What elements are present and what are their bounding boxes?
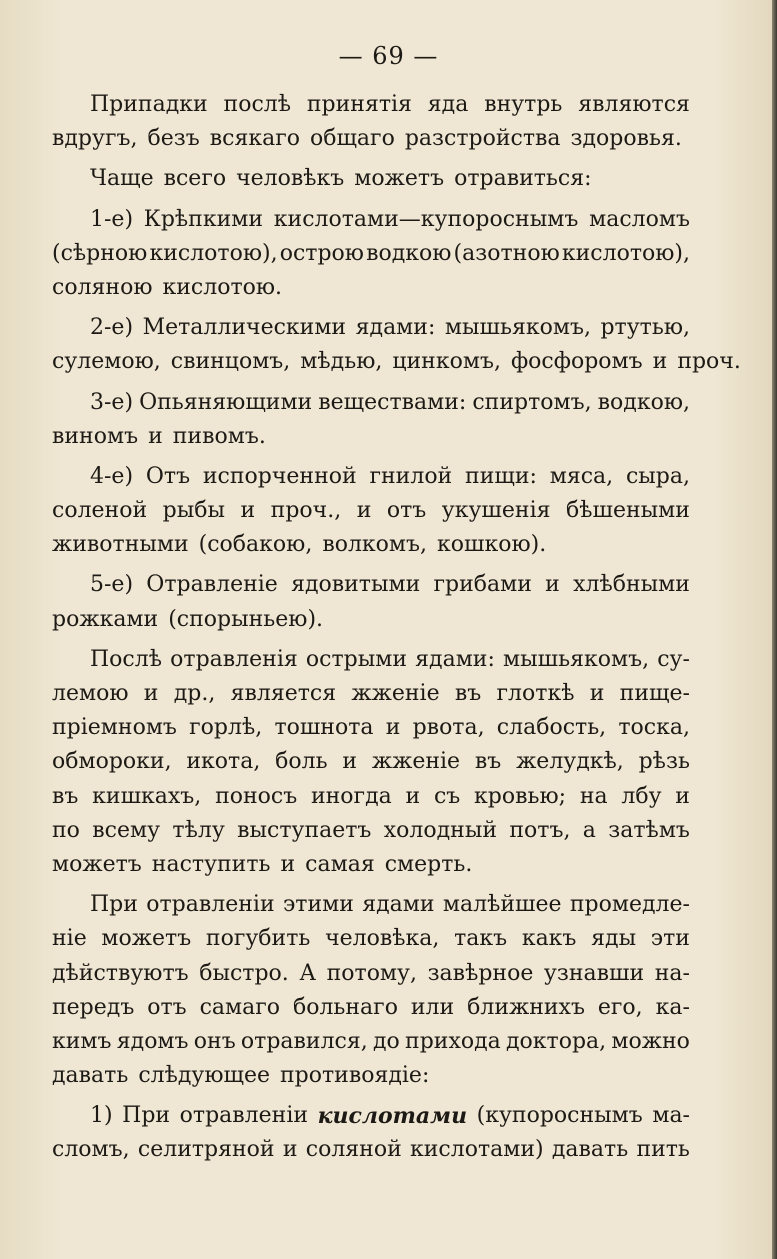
text-line: [52, 888, 690, 922]
word: принятія: [306, 92, 412, 117]
word: ядами:: [355, 315, 436, 341]
word: и: [652, 349, 668, 375]
word: прихода: [405, 1028, 501, 1054]
word: въ: [454, 681, 482, 706]
word: рвота,: [412, 715, 485, 741]
word: потъ,: [509, 817, 571, 843]
word: яды: [591, 926, 637, 952]
word: ядами: [362, 892, 435, 918]
word: въ: [52, 783, 79, 809]
word: мѣдью,: [300, 349, 383, 375]
word: выступаетъ: [237, 817, 372, 843]
word: виномъ: [52, 423, 139, 449]
word: быстро.: [199, 960, 289, 986]
word: самаго: [199, 994, 281, 1020]
word: иногда: [310, 783, 392, 809]
word: съ: [433, 783, 461, 809]
word: водкою: [366, 240, 452, 266]
word: можетъ: [101, 926, 192, 952]
word: бѣшеными: [566, 498, 690, 524]
word: острою: [279, 240, 364, 266]
word: животными: [52, 532, 189, 558]
word: Отъ: [145, 463, 191, 489]
text-line: [52, 162, 690, 196]
word: хлѣбными: [573, 572, 690, 598]
word: и: [280, 851, 296, 877]
word: здоровья.: [570, 126, 682, 152]
word: кислотою),: [149, 240, 278, 266]
text-line: [52, 494, 690, 528]
word: онъ: [193, 1028, 236, 1054]
word: жженіе: [371, 749, 461, 775]
word: пивомъ.: [172, 423, 266, 449]
word: 1): [90, 1103, 113, 1129]
word: и: [675, 783, 690, 809]
word: его,: [597, 994, 643, 1020]
word: При: [122, 1103, 171, 1129]
word: всего: [163, 166, 227, 192]
word: давать: [52, 1063, 129, 1089]
word: желудкѣ,: [516, 749, 624, 775]
word: на: [579, 783, 608, 809]
word: мышьякомъ,: [503, 646, 650, 672]
word: эти: [650, 926, 690, 952]
text-line: [52, 345, 741, 379]
word: рыбы: [162, 498, 225, 524]
text-line: [52, 311, 690, 345]
word: обмороки,: [52, 749, 172, 775]
word: въ: [474, 749, 502, 775]
word: слабость,: [496, 715, 607, 741]
word: наступить: [151, 851, 271, 877]
text-line: [52, 745, 690, 779]
word: можетъ: [354, 166, 445, 192]
word: волкомъ,: [322, 532, 428, 558]
word: узнавши: [543, 960, 645, 986]
word: пище-: [619, 681, 690, 706]
text-line: [52, 1133, 690, 1167]
word: поносъ: [215, 783, 298, 809]
word: а: [582, 817, 596, 843]
word: отравленіи: [179, 1103, 309, 1129]
word: и: [405, 783, 421, 809]
text-line: [52, 460, 690, 494]
word: глоткѣ: [496, 681, 575, 706]
word: кислотами): [410, 1137, 544, 1163]
text-line: [52, 711, 690, 745]
word: ка-: [655, 994, 690, 1020]
word: отравленіи: [146, 892, 275, 918]
word: потому,: [326, 960, 417, 986]
text-line: [52, 991, 690, 1025]
text-line: [52, 1025, 690, 1059]
word: ядами:: [415, 646, 495, 672]
text-line: [52, 271, 690, 305]
word: передъ: [52, 994, 135, 1020]
text-line: [52, 780, 690, 814]
page-number: — 69 —: [338, 42, 439, 70]
word: промедле-: [569, 892, 690, 918]
word: смерть.: [384, 851, 473, 877]
word: селитряной: [137, 1137, 275, 1163]
word: завѣрное: [427, 960, 534, 986]
word: и: [148, 423, 163, 449]
word: Крѣпкими: [143, 206, 264, 232]
word: др.,: [173, 681, 216, 706]
word: общаго: [309, 126, 395, 152]
word: 4-е): [90, 463, 134, 489]
word: какъ: [521, 926, 577, 952]
word: Припадки: [90, 92, 208, 117]
word: су-: [657, 646, 690, 672]
word: ближнихъ: [467, 994, 585, 1020]
text-line: [52, 922, 690, 956]
word: испорченной: [202, 463, 357, 489]
word: и: [240, 498, 256, 524]
word: При: [90, 892, 138, 918]
text-line: [52, 203, 690, 237]
word: ртутью,: [600, 315, 690, 341]
word: затѣмъ: [608, 817, 690, 843]
word: можно: [611, 1028, 690, 1054]
word: сломъ,: [52, 1137, 130, 1163]
word: тѣлу: [172, 817, 225, 843]
word: сыра,: [625, 463, 690, 489]
italic-word: кислотами: [317, 1103, 468, 1130]
word: (купороснымъ: [476, 1103, 643, 1129]
word: проч.: [677, 349, 741, 375]
word: кислотою),: [561, 240, 690, 266]
word: и: [589, 681, 605, 706]
word: сулемою,: [52, 349, 161, 375]
text-line: [52, 122, 690, 156]
word: рожками: [52, 606, 159, 632]
word: являются: [578, 92, 690, 117]
word: Металлическими: [142, 315, 347, 341]
word: 1-е): [90, 206, 134, 232]
word: внутрь: [484, 92, 563, 117]
word: давать: [551, 1137, 629, 1163]
word: укушенія: [441, 498, 551, 524]
word: соляной: [305, 1137, 402, 1163]
word: 3-е): [90, 389, 134, 415]
word: такъ: [454, 926, 508, 952]
word: соленой: [52, 498, 148, 524]
word: самая: [305, 851, 375, 877]
word: пріемномъ: [52, 715, 177, 741]
word: человѣкъ: [236, 166, 345, 192]
word: боль: [275, 749, 328, 775]
text-line: [52, 386, 690, 420]
word: масломъ: [589, 206, 690, 232]
word: отъ: [147, 994, 187, 1020]
word: послѣ: [223, 92, 292, 117]
word: слѣдующее: [138, 1063, 271, 1089]
word: дѣйствуютъ: [52, 960, 189, 986]
word: (спорыньею).: [168, 606, 324, 632]
text-line: [52, 848, 690, 882]
word: или: [410, 994, 455, 1020]
word: соляною: [52, 274, 153, 300]
word: горлѣ,: [189, 715, 263, 741]
word: Чаще: [90, 166, 154, 192]
word: кошкою).: [437, 532, 547, 558]
text-line: [52, 420, 690, 454]
text-line: [52, 88, 690, 122]
text-line: [52, 528, 690, 562]
word: лбу: [621, 783, 662, 809]
word: можетъ: [52, 851, 142, 877]
word: (азотною: [453, 240, 560, 266]
text-line: [52, 643, 690, 677]
word: грибами: [433, 572, 532, 598]
text-line: [52, 1059, 690, 1093]
word: пищи:: [465, 463, 537, 489]
word: и: [282, 1137, 298, 1163]
word: малѣйшее: [442, 892, 562, 918]
word: свинцомъ,: [170, 349, 291, 375]
word: А: [299, 960, 317, 986]
word: проч.,: [270, 498, 342, 524]
word: и: [356, 498, 372, 524]
word: 5-е): [90, 572, 134, 598]
word: веществами:: [318, 389, 467, 415]
word: вдругъ,: [52, 126, 138, 152]
word: холодный: [383, 817, 498, 843]
text-line: [52, 1099, 690, 1133]
text-line: [52, 603, 690, 637]
word: кимъ: [52, 1028, 112, 1054]
word: разстройства: [404, 126, 561, 152]
word: противоядіе:: [280, 1063, 430, 1089]
text-line: [52, 814, 690, 848]
word: всему: [92, 817, 161, 843]
word: Послѣ: [90, 646, 162, 672]
word: рѣзь: [638, 749, 690, 775]
word: гнилой: [369, 463, 453, 489]
word: кислотою.: [162, 274, 283, 300]
word: отравленія: [170, 646, 298, 672]
word: мяса,: [549, 463, 614, 489]
word: мышьякомъ,: [444, 315, 591, 341]
word: на-: [654, 960, 690, 986]
word: пить: [636, 1137, 690, 1163]
word: фосфоромъ: [510, 349, 643, 375]
word: тошнота: [274, 715, 374, 741]
text-line: [52, 568, 690, 602]
word: является: [230, 681, 337, 706]
word: до: [373, 1028, 400, 1054]
word: водкою,: [597, 389, 690, 415]
word: этими: [282, 892, 354, 918]
word: и: [143, 681, 159, 706]
word: доктора,: [506, 1028, 607, 1054]
word: ядомъ: [116, 1028, 189, 1054]
word: ніе: [52, 926, 87, 952]
word: больнаго: [292, 994, 398, 1020]
word: и: [385, 715, 401, 741]
word: (собакою,: [198, 532, 313, 558]
word: отъ: [386, 498, 427, 524]
word: по: [52, 817, 80, 843]
word: лемою: [52, 681, 129, 706]
word: (сѣрною: [52, 240, 148, 266]
word: погубить: [205, 926, 311, 952]
word: икота,: [186, 749, 261, 775]
text-line: [52, 237, 690, 271]
word: острыми: [305, 646, 407, 672]
page-edge-shadow: [772, 0, 777, 1259]
word: безъ: [147, 126, 200, 152]
word: и: [545, 572, 560, 598]
page-body-text: [52, 88, 741, 1168]
word: кровью;: [474, 783, 567, 809]
word: и: [342, 749, 358, 775]
word: Опьяняющими: [139, 389, 313, 415]
word: Отравленіе: [146, 572, 278, 598]
text-line: [52, 957, 690, 991]
word: ма-: [652, 1103, 690, 1129]
word: всякаго: [209, 126, 300, 152]
word: кишкахъ,: [92, 783, 202, 809]
word: отравился,: [240, 1028, 368, 1054]
word: ядовитыми: [291, 572, 421, 598]
word: кислотами—купороснымъ: [273, 206, 579, 232]
word: отравиться:: [454, 166, 592, 192]
word: цинкомъ,: [392, 349, 501, 375]
word: яда: [427, 92, 469, 117]
word: тоска,: [618, 715, 690, 741]
word: 2-е): [90, 315, 134, 341]
word: спиртомъ,: [472, 389, 592, 415]
text-line: [52, 677, 690, 711]
word: человѣка,: [325, 926, 440, 952]
word: жженіе: [351, 681, 440, 706]
